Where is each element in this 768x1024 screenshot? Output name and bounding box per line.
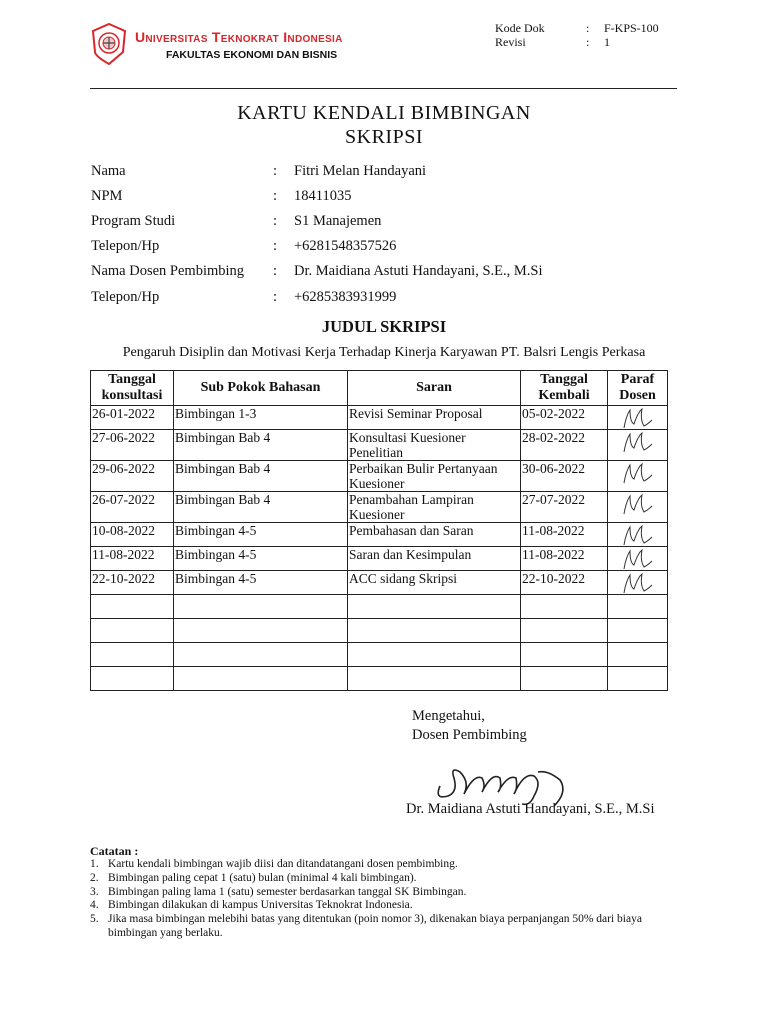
field-colon: : [273,263,278,279]
cell-return-date: 28-02-2022 [521,430,608,461]
cell-return-date: 11-08-2022 [521,547,608,571]
field-value-telepon-dosen: +6285383931999 [294,289,397,305]
header-saran: Saran [348,371,521,406]
field-value-npm: 18411035 [294,188,352,204]
cell-advice: Revisi Seminar Proposal [348,406,521,430]
field-colon: : [273,238,278,254]
field-colon: : [273,289,278,305]
cell-paraf [608,406,668,430]
faculty-name: FAKULTAS EKONOMI DAN BISNIS [166,49,338,61]
field-value-nama: Fitri Melan Handayani [294,163,427,179]
cell-advice: Pembahasan dan Saran [348,523,521,547]
cell-paraf [608,430,668,461]
cell-date: 26-01-2022 [91,406,174,430]
cell-paraf [608,461,668,492]
judul-text: Pengaruh Disiplin dan Motivasi Kerja Terhadap Kinerja Karyawan PT. Balsri Lengis Perkasa [122,345,646,360]
table-row [91,406,668,430]
list-item: 1. Kartu kendali bimbingan wajib diisi dan ditandatangani dosen pembimbing. [90,858,458,870]
cell-paraf [608,523,668,547]
paraf-signature [618,492,658,518]
header-paraf-dosen: Paraf Dosen [608,371,668,406]
list-item: 5. Jika masa bimbingan melebihi batas yang ditentukan (poin nomor 3), dikenakan biaya perpanjangan 50% dari biaya bimbingan yang berlaku. [90,913,642,939]
notes-list [90,858,670,941]
cell-paraf [608,492,668,523]
cell-date: 22-10-2022 [91,571,174,595]
table-row [91,461,668,492]
approval-line2: Dosen Pembimbing [412,727,527,743]
header-tanggal-konsultasi: Tanggal konsultasi [91,371,174,406]
paraf-signature [618,571,658,597]
field-label-nama: Nama [91,163,126,179]
revision-label: Revisi [495,35,526,49]
cell-topic: Bimbingan 1-3 [174,406,348,430]
cell-date: 26-07-2022 [91,492,174,523]
table-header-row [91,371,668,406]
paraf-signature [618,406,658,432]
paraf-signature [618,523,658,549]
field-label-telepon: Telepon/Hp [91,238,160,254]
field-label-prodi: Program Studi [91,213,176,229]
doc-code-value: F-KPS-100 [604,21,659,35]
cell-return-date: 22-10-2022 [521,571,608,595]
cell-topic: Bimbingan Bab 4 [174,492,348,523]
cell-paraf [608,571,668,595]
table-row-empty [91,667,668,691]
cell-return-date: 05-02-2022 [521,406,608,430]
field-colon: : [273,188,278,204]
page-title-line2: SKRIPSI [345,126,423,148]
cell-return-date: 27-07-2022 [521,492,608,523]
cell-topic: Bimbingan 4-5 [174,571,348,595]
lecturer-name: Dr. Maidiana Astuti Handayani, S.E., M.Si [406,801,655,817]
university-logo [90,22,128,66]
doc-code-colon: : [586,21,590,35]
cell-topic: Bimbingan 4-5 [174,547,348,571]
cell-advice: Penambahan Lampiran Kuesioner [348,492,521,523]
list-item: 4. Bimbingan dilakukan di kampus Universitas Teknokrat Indonesia. [90,899,413,912]
table-row-empty [91,595,668,619]
table-row [91,492,668,523]
field-value-prodi: S1 Manajemen [294,213,382,229]
revision-colon: : [586,35,590,49]
cell-advice: ACC sidang Skripsi [348,571,521,595]
table-row [91,523,668,547]
cell-return-date: 30-06-2022 [521,461,608,492]
table-row-empty [91,619,668,643]
field-colon: : [273,213,278,229]
field-colon: : [273,163,278,179]
revision-value: 1 [604,35,610,49]
table-row [91,571,668,595]
cell-topic: Bimbingan 4-5 [174,523,348,547]
notes-heading: Catatan : [90,844,139,858]
paraf-signature [618,547,658,573]
field-label-telepon-dosen: Telepon/Hp [91,289,160,305]
cell-date: 27-06-2022 [91,430,174,461]
field-label-dosen: Nama Dosen Pembimbing [91,263,245,279]
header-tanggal-kembali: Tanggal Kembali [521,371,608,406]
paraf-signature [618,430,658,456]
cell-paraf [608,547,668,571]
university-name: Universitas Teknokrat Indonesia [135,29,343,45]
cell-return-date: 11-08-2022 [521,523,608,547]
approval-line1: Mengetahui, [412,708,485,724]
doc-code-label: Kode Dok [495,21,545,35]
field-value-dosen: Dr. Maidiana Astuti Handayani, S.E., M.Si [294,263,543,279]
cell-advice: Perbaikan Bulir Pertanyaan Kuesioner [348,461,521,492]
cell-date: 29-06-2022 [91,461,174,492]
cell-date: 11-08-2022 [91,547,174,571]
cell-topic: Bimbingan Bab 4 [174,430,348,461]
header-divider [90,88,677,89]
paraf-signature [618,461,658,487]
header-sub-pokok-bahasan: Sub Pokok Bahasan [174,371,348,406]
field-value-telepon: +6281548357526 [294,238,397,254]
judul-heading: JUDUL SKRIPSI [321,317,447,336]
cell-advice: Konsultasi Kuesioner Penelitian [348,430,521,461]
table-row [91,430,668,461]
table-row [91,547,668,571]
cell-advice: Saran dan Kesimpulan [348,547,521,571]
consultation-table [90,370,668,691]
list-item: 3. Bimbingan paling lama 1 (satu) semester berdasarkan tanggal SK Bimbingan. [90,885,467,898]
list-item: 2. Bimbingan paling cepat 1 (satu) bulan (minimal 4 kali bimbingan). [90,871,417,884]
cell-date: 10-08-2022 [91,523,174,547]
field-label-npm: NPM [91,188,123,204]
table-row-empty [91,643,668,667]
cell-topic: Bimbingan Bab 4 [174,461,348,492]
page-title-line1: KARTU KENDALI BIMBINGAN [237,102,531,124]
